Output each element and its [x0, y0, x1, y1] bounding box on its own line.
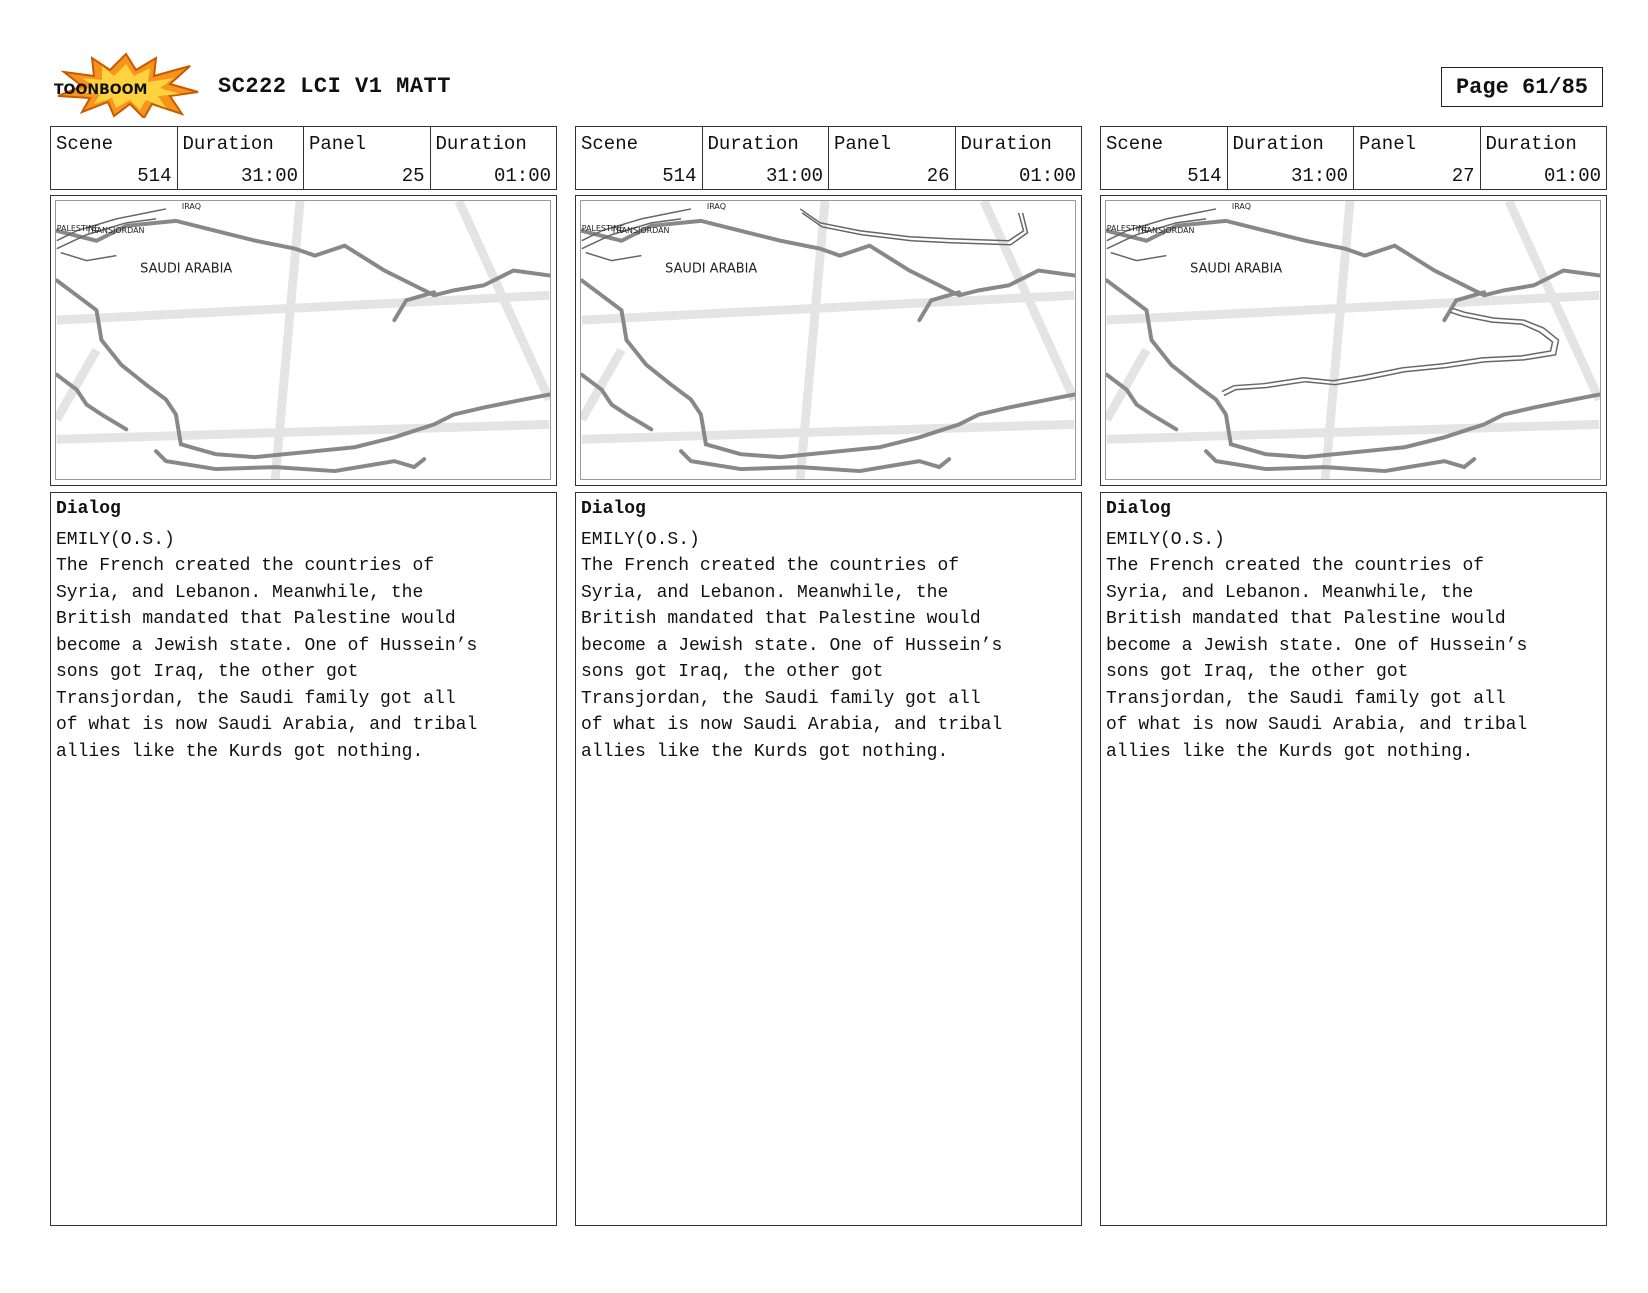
map-label-saudi: SAUDI ARABIA: [665, 261, 758, 277]
map-label-iraq: IRAQ: [1231, 201, 1251, 211]
logo-text: TOONBOOM: [54, 82, 148, 98]
panel-number: 26: [926, 165, 950, 187]
dialog-text: The French created the countries of Syria, and Lebanon. Meanwhile, the British mandated that Palestine would become a Jewish state. One of Hussein’s sons got Iraq, the other got Transjordan, the Saudi family got all of what is now Saudi Arabia, and tribal allies like the Kurds got nothing.: [581, 556, 1003, 762]
map-sketch: [55, 200, 551, 480]
panel-image-frame: [575, 195, 1082, 486]
storyboard-panel: [575, 126, 1082, 1226]
document-title: SC222 LCI V1 MATT: [218, 74, 451, 99]
map-label-saudi: SAUDI ARABIA: [1190, 261, 1283, 277]
storyboard-panel: [50, 126, 557, 1226]
map-sketch: [580, 200, 1076, 480]
panel-cell: [1353, 127, 1480, 189]
scene-duration-cell: [177, 127, 304, 189]
panel-image-frame: [50, 195, 557, 486]
map-label-iraq: IRAQ: [181, 201, 201, 211]
map-label-palestine: PALESTINE: [56, 223, 100, 233]
duration-label: Duration: [707, 133, 799, 155]
scene-label: Scene: [56, 133, 114, 155]
dialog-box: [1100, 492, 1607, 1226]
panel-info-bar: [575, 126, 1082, 190]
panel-cell: [828, 127, 955, 189]
panel-duration-value: 01:00: [1018, 165, 1076, 187]
panel-duration-cell: [1480, 127, 1607, 189]
duration-label: Duration: [960, 133, 1052, 155]
panel-label: Panel: [834, 133, 892, 155]
panel-image-frame: [1100, 195, 1607, 486]
scene-number: 514: [1187, 165, 1222, 187]
scene-cell: [576, 127, 702, 189]
panel-cell: [303, 127, 430, 189]
map-label-transjordan: TRANSJORDAN: [86, 225, 145, 235]
map-label-palestine: PALESTINE: [581, 223, 625, 233]
dialog-text: The French created the countries of Syria, and Lebanon. Meanwhile, the British mandated that Palestine would become a Jewish state. One of Hussein’s sons got Iraq, the other got Transjordan, the Saudi family got all of what is now Saudi Arabia, and tribal allies like the Kurds got nothing.: [1106, 556, 1528, 762]
map-label-saudi: SAUDI ARABIA: [140, 261, 233, 277]
scene-number: 514: [662, 165, 697, 187]
map-sketch: [1105, 200, 1601, 480]
storyboard-panel: [1100, 126, 1607, 1226]
dialog-text: The French created the countries of Syria, and Lebanon. Meanwhile, the British mandated that Palestine would become a Jewish state. One of Hussein’s sons got Iraq, the other got Transjordan, the Saudi family got all of what is now Saudi Arabia, and tribal allies like the Kurds got nothing.: [56, 556, 478, 762]
dialog-heading: Dialog: [1106, 499, 1171, 519]
duration-label: Duration: [435, 133, 527, 155]
page-number: Page 61/85: [1441, 67, 1603, 107]
duration-label: Duration: [1485, 133, 1577, 155]
dialog-speaker: EMILY(O.S.): [1106, 530, 1225, 550]
panel-info-bar: [1100, 126, 1607, 190]
panel-label: Panel: [309, 133, 367, 155]
map-label-transjordan: TRANSJORDAN: [1136, 225, 1195, 235]
scene-duration-value: 31:00: [765, 165, 823, 187]
scene-duration-cell: [1227, 127, 1354, 189]
scene-label: Scene: [1106, 133, 1164, 155]
dialog-box: [575, 492, 1082, 1226]
dialog-speaker: EMILY(O.S.): [56, 530, 175, 550]
duration-label: Duration: [1232, 133, 1324, 155]
panel-number: 27: [1451, 165, 1475, 187]
scene-cell: [51, 127, 177, 189]
scene-label: Scene: [581, 133, 639, 155]
scene-duration-value: 31:00: [240, 165, 298, 187]
map-label-iraq: IRAQ: [706, 201, 726, 211]
map-label-transjordan: TRANSJORDAN: [611, 225, 670, 235]
scene-number: 514: [137, 165, 172, 187]
scene-duration-value: 31:00: [1290, 165, 1348, 187]
panel-duration-value: 01:00: [1543, 165, 1601, 187]
dialog-heading: Dialog: [581, 499, 646, 519]
scene-cell: [1101, 127, 1227, 189]
panel-duration-cell: [955, 127, 1082, 189]
dialog-box: [50, 492, 557, 1226]
panel-duration-value: 01:00: [493, 165, 551, 187]
dialog-heading: Dialog: [56, 499, 121, 519]
scene-duration-cell: [702, 127, 829, 189]
dialog-speaker: EMILY(O.S.): [581, 530, 700, 550]
panel-label: Panel: [1359, 133, 1417, 155]
toonboom-logo: [52, 52, 200, 118]
duration-label: Duration: [182, 133, 274, 155]
panel-info-bar: [50, 126, 557, 190]
map-label-palestine: PALESTINE: [1106, 223, 1150, 233]
panel-number: 25: [401, 165, 425, 187]
panel-duration-cell: [430, 127, 557, 189]
